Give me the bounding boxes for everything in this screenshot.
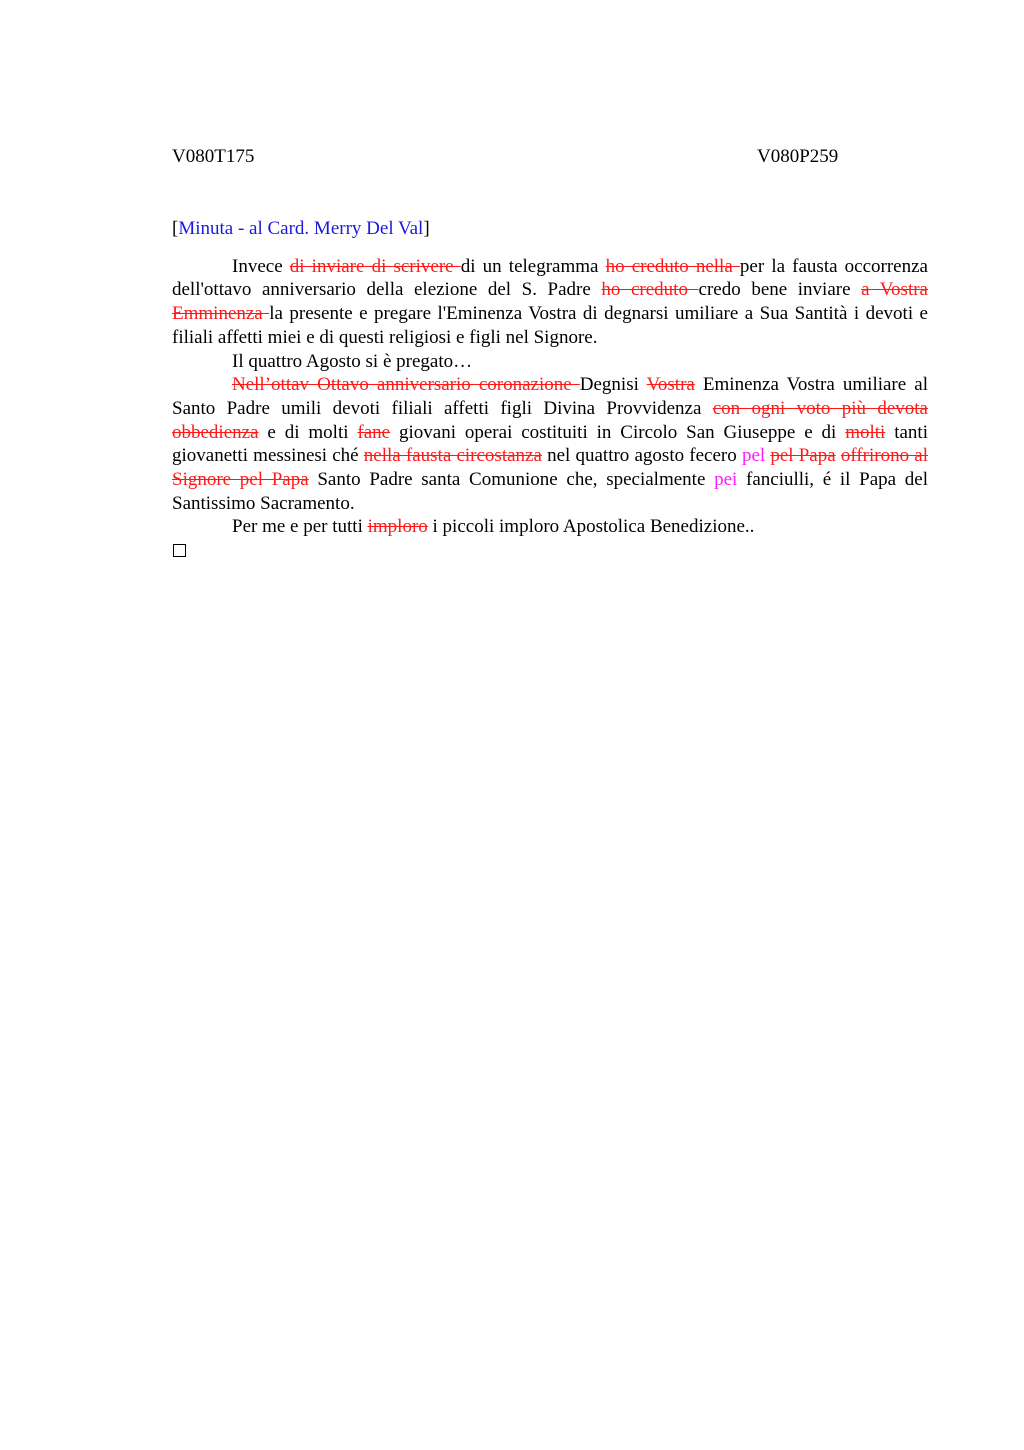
inserted-text: pei bbox=[714, 469, 738, 491]
deleted-text: ho creduto nella bbox=[605, 255, 740, 277]
heading-open-bracket: [ bbox=[172, 218, 179, 239]
deleted-text: a Vostra Emminenza bbox=[172, 279, 928, 325]
text-segment: Invece bbox=[232, 255, 290, 277]
text-segment: Santo Padre santa Comunione che, specialmente bbox=[308, 469, 715, 491]
deleted-text: Vostra bbox=[646, 374, 695, 396]
text-segment: la presente e pregare l'Eminenza Vostra di degnarsi umiliare a Sua Santità i devoti e filiali affetti miei e di questi religiosi e figli nel Signore. bbox=[172, 303, 928, 348]
text-segment: nel quattro agosto fecero bbox=[541, 445, 742, 467]
document-page bbox=[172, 145, 928, 557]
text-segment: e di molti bbox=[258, 421, 358, 443]
text-segment: i piccoli imploro Apostolica Benedizione.. bbox=[427, 516, 755, 538]
text-segment: Il quattro Agosto si è pregato… bbox=[232, 350, 473, 372]
heading-close-bracket: ] bbox=[423, 218, 430, 239]
paragraph bbox=[172, 255, 928, 350]
deleted-text: offrirono al Signore pel Papa bbox=[172, 445, 929, 491]
text-segment: credo bene inviare bbox=[698, 279, 862, 301]
square-icon bbox=[173, 544, 186, 557]
deleted-text: con ogni voto più devota obbedienza bbox=[172, 397, 928, 443]
text-segment: di un telegramma bbox=[460, 255, 606, 277]
deleted-text: fane bbox=[357, 421, 391, 443]
text-segment: giovani operai costituiti in Circolo San Giuseppe e di bbox=[390, 421, 846, 443]
paragraph bbox=[172, 350, 928, 374]
text-segment: Per me e per tutti bbox=[232, 516, 368, 538]
heading-title: Minuta - al Card. Merry Del Val bbox=[178, 218, 424, 239]
deleted-text: ho creduto bbox=[601, 279, 699, 301]
text-segment: tanti giovanetti messinesi ché bbox=[172, 421, 928, 467]
text-segment: Eminenza Vostra umiliare al Santo Padre umili devoti filiali affetti figli Divina Provvidenza bbox=[172, 374, 928, 419]
text-segment: Degnisi bbox=[579, 374, 647, 396]
deleted-text: Nell’ottav Ottavo anniversario coronazione bbox=[232, 374, 580, 396]
deleted-text: molti bbox=[845, 421, 886, 443]
document-code-left: V080T175 bbox=[172, 146, 255, 167]
deleted-text: di inviare di scrivere bbox=[289, 255, 461, 277]
deleted-text: nella fausta circostanza bbox=[363, 445, 542, 467]
text-segment: fanciulli, é il Papa del Santissimo Sacramento. bbox=[172, 469, 928, 514]
letter-body bbox=[172, 255, 928, 539]
document-code-right: V080P259 bbox=[757, 146, 839, 167]
deleted-text: pel Papa bbox=[770, 445, 836, 467]
paragraph bbox=[172, 373, 928, 515]
deleted-text: imploro bbox=[367, 516, 428, 538]
text-segment: per la fausta occorrenza dell'ottavo anniversario della elezione del S. Padre bbox=[172, 255, 928, 301]
document-codes bbox=[172, 145, 928, 171]
paragraph bbox=[172, 515, 928, 539]
document-heading bbox=[172, 217, 928, 241]
inserted-text: pel bbox=[741, 445, 766, 467]
